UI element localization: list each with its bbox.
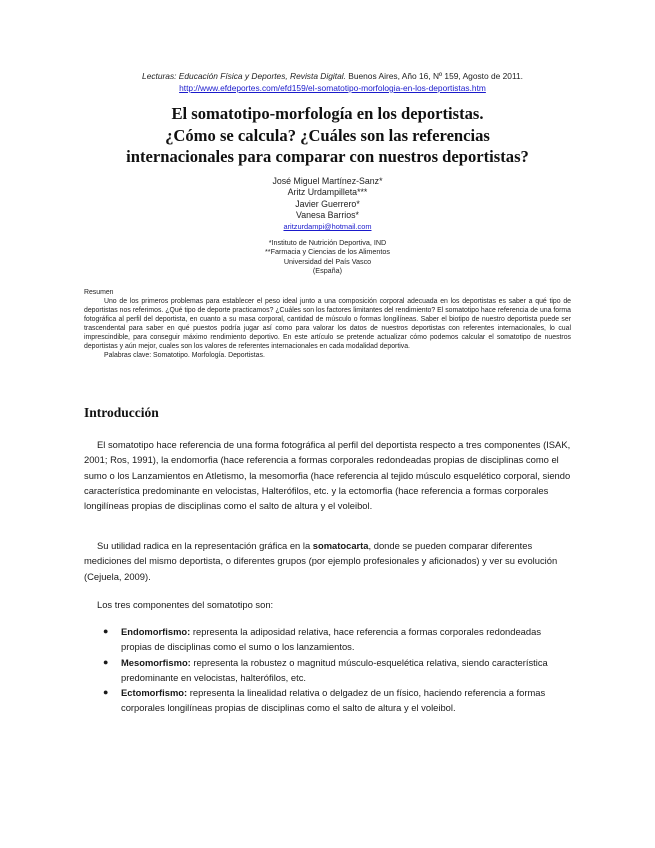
component-term: Mesomorfismo: [121,656,191,668]
list-item [84,685,574,716]
list-item [84,655,574,686]
author-name: Javier Guerrero* [295,198,360,209]
author-name: Aritz Urdampilleta*** [287,187,368,198]
title-line-3: internacionales para comparar con nuestros deportistas? [126,147,529,166]
list-item [84,624,574,655]
author-list [200,176,455,232]
component-description: representa la linealidad relativa o delgadez de un físico, haciendo referencia a formas corporales longilíneas propias de disciplinas como el salto de altura y el voleibol. [121,687,546,714]
affiliation-line: (España) [312,266,343,276]
title-line-1: El somatotipo-morfología en los deportistas. [171,104,484,123]
title-line-2: ¿Cómo se calcula? ¿Cuáles son las referencias [165,125,490,145]
component-term: Ectomorfismo: [121,687,188,699]
p2-text-start: Su utilidad radica en la representación gráfica en la [97,540,313,551]
intro-paragraph-3: Los tres componentes del somatotipo son: [97,599,274,610]
p2-text-end: , donde se pueden comparar diferentes mediciones del mismo deportista, o diferentes grupos (por ejemplo profesionales y aficionados) y ver su evolución (Cejuela, 2009). [84,540,558,582]
article-url-link[interactable]: http://www.efdeportes.com/efd159/el-somatotipo-morfologia-en-los-deportistas.htm [179,83,486,93]
author-email-link[interactable]: aritzurdampi@hotmail.com [283,222,372,232]
abstract-heading: Resumen [84,289,114,296]
affiliation-line: **Farmacia y Ciencias de los Alimentos [264,247,391,257]
author-name: Vanesa Barrios* [296,209,359,220]
citation-details: Buenos Aires, Año 16, Nº 159, Agosto de 2011. [345,71,523,81]
journal-name: Lecturas: Educación Física y Deportes, Revista Digital. [142,71,346,81]
citation-header [120,70,545,94]
bullet-icon: ● [103,687,109,698]
component-description: representa la robustez o magnitud músculo-esquelética relativa, siendo característica predominante en velocistas, halterófilos, etc. [121,656,548,683]
article-title [60,103,595,168]
bullet-icon: ● [103,626,109,636]
section-heading-introduccion: Introducción [84,405,159,420]
somatocarta-term: somatocarta [312,540,369,551]
affiliations [200,238,455,276]
abstract-keywords: Palabras clave: Somatotipo. Morfología. Deportistas. [104,352,265,360]
affiliation-line: Universidad del País Vasco [283,256,372,266]
affiliation-line: *Instituto de Nutrición Deportiva, IND [268,238,387,247]
components-list [84,624,574,716]
author-name: José Miguel Martínez-Sanz* [272,176,383,186]
intro-paragraph-1: El somatotipo hace referencia de una forma fotográfica al perfil del deportista respecto a tres componentes (ISAK, 2001; Ros, 1991), la endomorfia (hace referencia a formas corporales redondeadas propias de disciplinas como el sumo o los Lanzamientos en Atletismo, la mesomorfia (hace referencia al tejido músculo esquelético corporal, siendo característica predominante en velocistas, Halterófilos, etc. y la ectomorfia (hace referencia a formas corporales longilíneas propias de disciplinas como el salto de altura y el voleibol. [84,439,571,512]
bullet-icon: ● [103,656,109,667]
abstract-body: Uno de los primeros problemas para establecer el peso ideal junto a una composición corporal adecuada en los deportistas es saber a qué tipo de deportistas nos referimos. ¿Qué tipo de deporte practicamos? ¿Cuáles son los factores limitantes del rendimiento? El somatotipo hace referencia de una forma fotográfica al perfil del deportista, en cuanto a su masa corporal, cantidad de músculo o formas longilíneas. Saber el biotipo de nuestro deportista puede ser trascendental para saber en qué puestos podría jugar así como para valorar los datos de nuestros deportistas con referentes internacionales, lo cual imprescindible, para conseguir máximo rendimiento deportivo. En este artículo se pretende actualizar cómo podemos calcular el somatotipo de nuestros deportistas y aún mejor, cuales son los valores de referentes internacionales en cada modalidad deportiva. [84,298,571,351]
intro-paragraph-2 [84,538,574,584]
abstract-section [84,288,571,360]
component-description: representa la adiposidad relativa, hace referencia a formas corporales redondeadas propias de disciplinas como el sumo o los lanzamientos. [121,626,542,653]
component-term: Endomorfismo: [121,626,191,637]
